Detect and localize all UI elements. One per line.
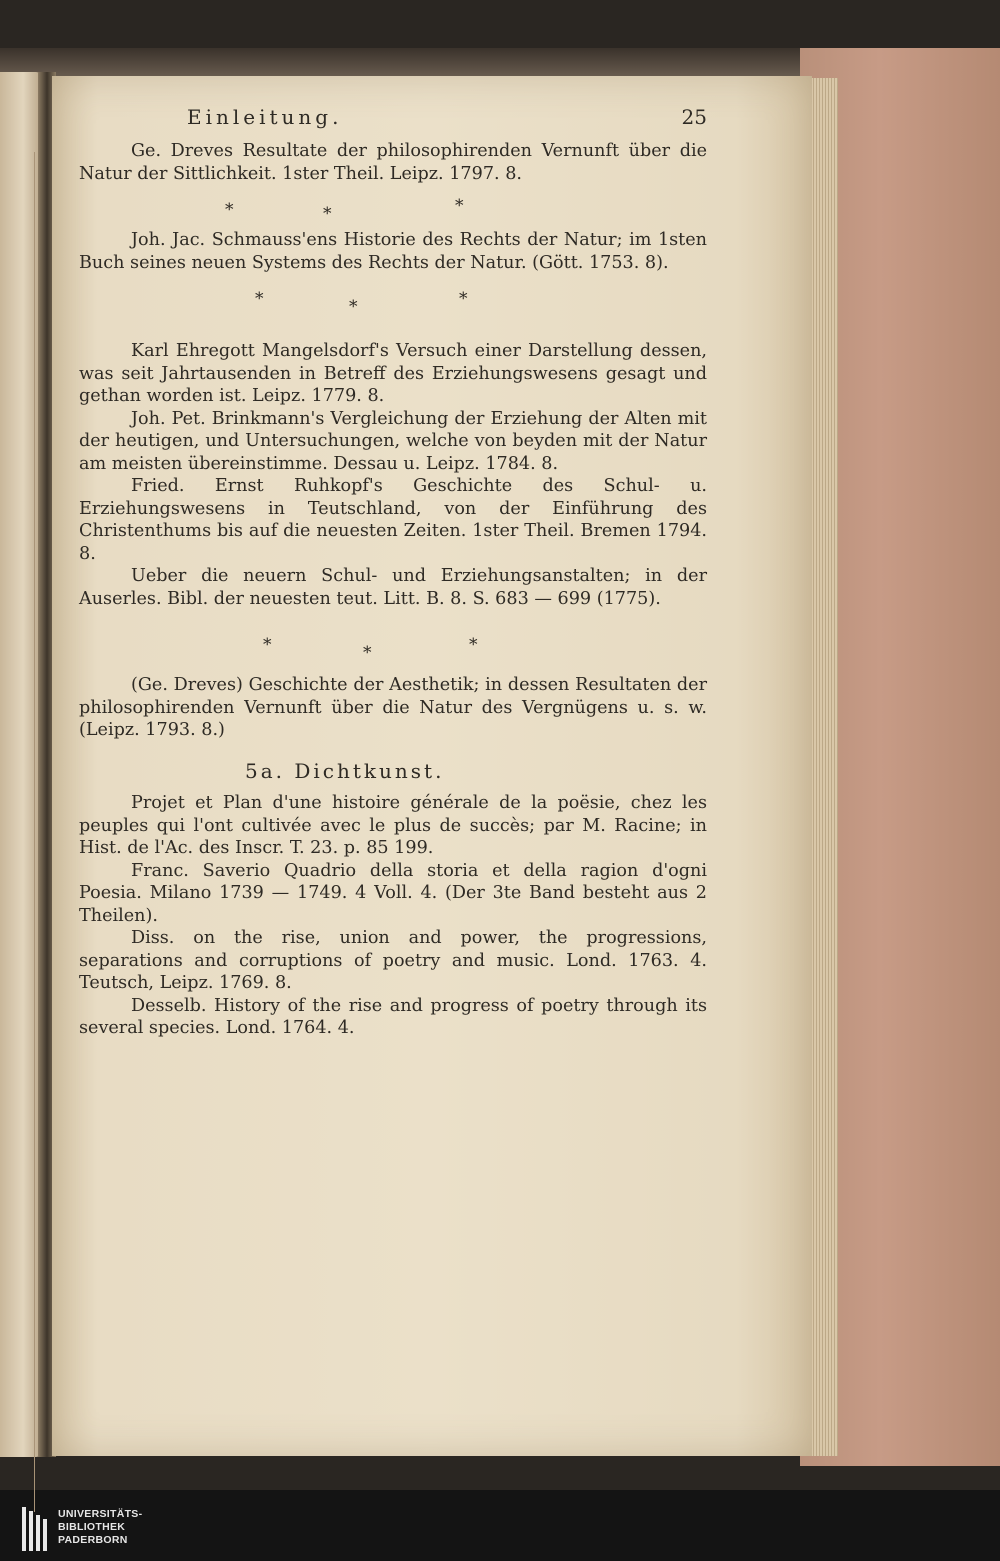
entry-paragraph: Diss. on the rise, union and power, the progressions, separations and corruptions of poetry and music. Lond. 1763. 4. Teutsch, Leipz. 1769. 8. — [79, 928, 707, 993]
entry-paragraph: Desselb. History of the rise and progress of poetry through its several species. Lond. 1764. 4. — [79, 995, 707, 1038]
running-header — [79, 106, 707, 132]
page-number: 25 — [681, 105, 707, 129]
entry-paragraph: Fried. Ernst Ruhkopf's Geschichte des Schul- u. Erziehungswesens in Teutschland, von der Einführung des Christenthums bis auf die neuesten Zeiten. 1ster Theil. Bremen 1794. 8. — [79, 476, 707, 564]
entry-paragraph: Projet et Plan d'une histoire générale de la poësie, chez les peuples qui l'ont cultivée avec le plus de succès; par M. Racine; in Hist. de l'Ac. des Inscr. T. 23. p. 85 199. — [79, 793, 707, 858]
section-heading: 5a. Dichtkunst. — [245, 758, 445, 783]
entry-paragraph: Joh. Pet. Brinkmann's Vergleichung der Erziehung der Alten mit der heutigen, und Untersuchungen, welche von beyden mit der Natur am meisten übereinstimme. Dessau u. Leipz. 1784. 8. — [79, 408, 707, 474]
entry-paragraph: Ueber die neuern Schul- und Erziehungsanstalten; in der Auserles. Bibl. der neuesten teut. Litt. B. 8. S. 683 — 699 (1775). — [79, 566, 707, 609]
separator-stars: * * * — [263, 635, 478, 663]
entry-paragraph: Karl Ehregott Mangelsdorf's Versuch einer Darstellung dessen, was seit Jahrtausenden in Betreff des Erziehungswesens gesagt und gethan worden ist. Leipz. 1779. 8. — [79, 341, 707, 406]
separator-stars: * * * — [255, 289, 468, 317]
library-logo-icon — [22, 1507, 48, 1555]
separator-stars: * * * — [225, 196, 464, 224]
page-text — [79, 106, 707, 1040]
page-title: Einleitung. — [187, 105, 343, 129]
entry-paragraph: Franc. Saverio Quadrio della storia et della ragion d'ogni Poesia. Milano 1739 — 1749. 4 Voll. 4. (Der 3te Band besteht aus 2 Theilen). — [79, 860, 707, 926]
library-logo-text: UNIVERSITÄTS- BIBLIOTHEK PADERBORN — [58, 1508, 143, 1546]
entry-paragraph: Ge. Dreves Resultate der philosophirenden Vernunft über die Natur der Sittlichkeit. 1ster Theil. Leipz. 1797. 8. — [79, 141, 707, 184]
page-edges — [808, 78, 838, 1456]
entry-paragraph: Joh. Jac. Schmauss'ens Historie des Rechts der Natur; im 1sten Buch seines neuen Systems des Rechts der Natur. (Gött. 1753. 8). — [79, 230, 707, 273]
entry-paragraph: (Ge. Dreves) Geschichte der Aesthetik; in dessen Resultaten der philosophirenden Vernunft über die Natur des Vergnügens u. s. w. (Leipz. 1793. 8.) — [79, 675, 707, 740]
left-page-edge — [0, 72, 42, 1457]
